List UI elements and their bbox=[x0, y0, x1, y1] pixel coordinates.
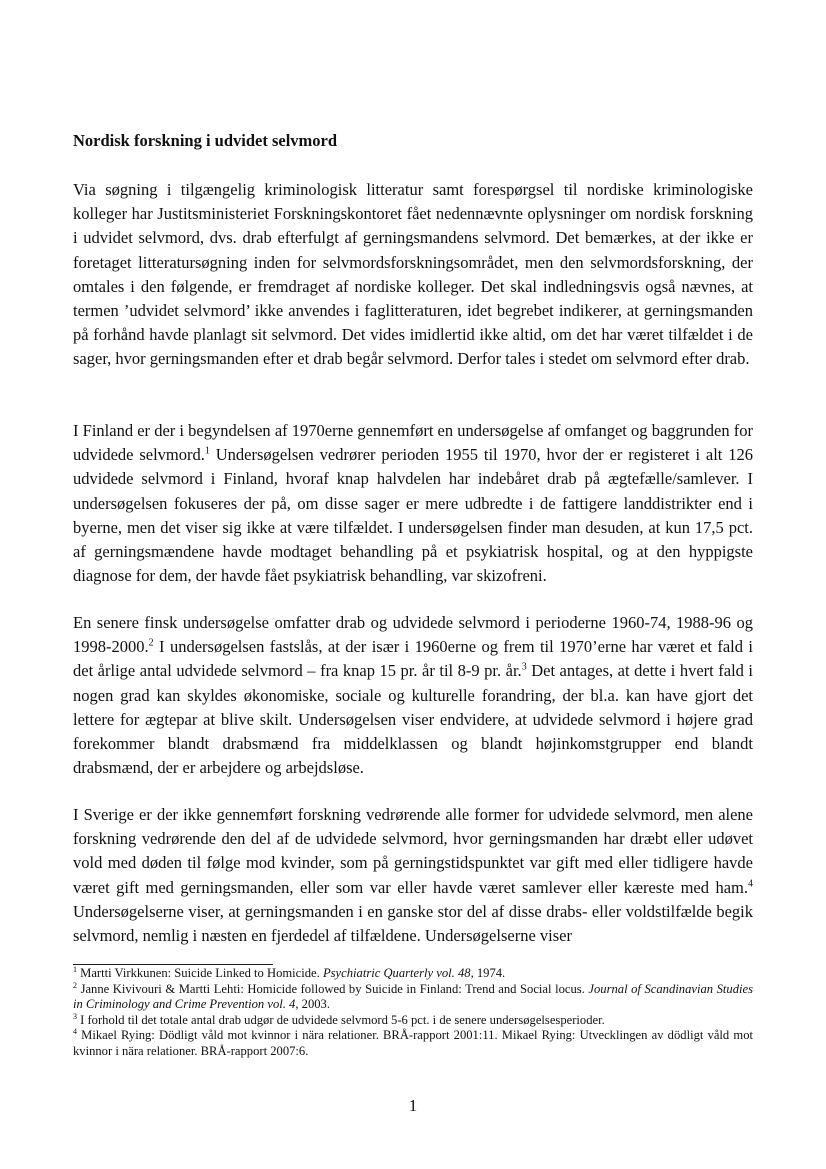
paragraph-finland-1970s bbox=[73, 419, 753, 588]
footnote-ref-2[interactable]: 2 bbox=[148, 637, 154, 649]
footnote-journal: Psychiatric Quarterly vol. 48 bbox=[322, 966, 471, 980]
footnotes bbox=[73, 966, 753, 1060]
footnote-text: I forhold til det totale antal drab udgør de udvidede selvmord 5-6 pct. i de senere undersøgelsesperioder. bbox=[77, 1012, 605, 1027]
paragraph-text: I undersøgelsen fastslås, at der især i 1960erne og frem til 1970’erne har været et fald i det årlige antal udvidede selvmord – fra knap 15 pr. år til 8-9 pr. år. bbox=[73, 637, 753, 681]
paragraph-sweden bbox=[73, 803, 753, 948]
paragraph-text: En senere finsk undersøgelse omfatter drab og udvidede selvmord i perioderne 1960-74, 1988-96 og 1998-2000. bbox=[73, 613, 753, 657]
paragraph-text: I Finland er der i begyndelsen af 1970erne gennemført en undersøgelse af omfanget og baggrunden for udvidede selvmord. bbox=[73, 421, 753, 465]
paragraph-text: Undersøgelsen vedrører perioden 1955 til 1970, hvor der er registeret i alt 126 udvidede selvmord i Finland, hvoraf knap halvdelen har indebåret drab på ægtefælle/samlever. I undersøgelsen fokuseres der på, om disse sager er mere udbredte i de fattigere landdistrikter end i byerne, men det viser sig ikke at være tilfældet. I undersøgelsen finder man desuden, at kun 17,5 pct. af gerningsmændene havde modtaget behandling på et psykiatrisk hospital, og at den hyppigste diagnose for dem, der havde fået psykiatrisk behandling, var skizofreni. bbox=[73, 445, 754, 586]
footnote-text: , 1974. bbox=[470, 966, 506, 980]
footnote-3 bbox=[73, 1013, 753, 1029]
footnote-text: Martti Virkkunen: Suicide Linked to Homicide. bbox=[77, 966, 323, 980]
page-number: 1 bbox=[408, 1096, 418, 1115]
footnote-ref-3[interactable]: 3 bbox=[521, 661, 527, 673]
footnote-text: Mikael Rying: Dödligt våld mot kvinnor i nära relationer. BRÅ-rapport 2001:11. Mikael Rying: Utvecklingen av dödligt våld mot kvinnor i nära relationer. BRÅ-rapport 2007:6. bbox=[73, 1028, 753, 1058]
section-heading: Nordisk forskning i udvidet selvmord bbox=[73, 131, 338, 150]
paragraph-text: Det antages, at dette i hvert fald i nogen grad kan skyldes økonomiske, sociale og kulturelle forandring, der bl.a. kan have gjort det lettere for ægtepar at blive skilt. Undersøgelsen viser endvidere, at udvidede selvmord i højere grad forekommer blandt drabsmænd fra middelklassen og blandt højinkomstgrupper end blandt drabsmænd, der er arbejdere og arbejdsløse. bbox=[73, 661, 754, 778]
footnote-ref-1[interactable]: 1 bbox=[204, 445, 210, 457]
footnote-number: 2 bbox=[73, 980, 77, 990]
footnote-number: 4 bbox=[73, 1027, 77, 1037]
footnote-text: Janne Kivivouri & Martti Lehti: Homicide followed by Suicide in Finland: Trend and Social locus. bbox=[77, 981, 589, 996]
footnote-number: 3 bbox=[73, 1011, 77, 1021]
paragraph-finland-later bbox=[73, 611, 753, 780]
footnote-text: , 2003. bbox=[295, 997, 330, 1012]
footnote-4 bbox=[73, 1028, 753, 1059]
footnote-divider bbox=[73, 964, 273, 965]
paragraph-intro: Via søgning i tilgængelig kriminologisk litteratur samt forespørgsel til nordiske kriminologiske kolleger har Justitsministeriet Forskningskontoret fået nedennævnte oplysninger om nordisk forskning i udvidet selvmord, dvs. drab efterfulgt af gerningsmandens selvmord. Det bemærkes, at der ikke er foretaget litteratursøgning inden for selvmordsforskningsområdet, men den selvmordsforskning, der omtales i den følgende, er fremdraget af nordiske kolleger. Det skal indledningsvis også nævnes, at termen ’udvidet selvmord’ ikke anvendes i faglitteraturen, idet begrebet indikerer, at gerningsmanden på forhånd havde planlagt sit selvmord. Det vides imidlertid ikke altid, om det har været tilfældet i de sager, hvor gerningsmanden efter et drab begår selvmord. Derfor tales i stedet om selvmord efter drab. bbox=[73, 180, 753, 369]
footnote-2 bbox=[73, 982, 753, 1013]
footnote-1 bbox=[73, 966, 753, 982]
paragraph-text: Undersøgelserne viser, at gerningsmanden i en ganske stor del af disse drabs- eller voldstilfælde begik selvmord, nemlig i næsten en fjerdedel af tilfældene. Undersøgelserne viser bbox=[73, 901, 753, 946]
footnote-number: 1 bbox=[73, 964, 77, 974]
footnote-journal: Journal of Scandinavian Studies in Criminology and Crime Prevention vol. 4 bbox=[73, 981, 753, 1012]
footnote-ref-4[interactable]: 4 bbox=[748, 878, 753, 890]
paragraph-text: I Sverige er der ikke gennemført forskning vedrørende alle former for udvidede selvmord, men alene forskning vedrørende den del af de udvidede selvmord, hvor gerningsmanden har dræbt eller udøvet vold med døden til følge mod kvinder, som på gerningstidspunktet var gift med eller tidligere havde været gift med gerningsmanden, eller som var eller havde været samlever eller kæreste med ham. bbox=[73, 805, 753, 897]
